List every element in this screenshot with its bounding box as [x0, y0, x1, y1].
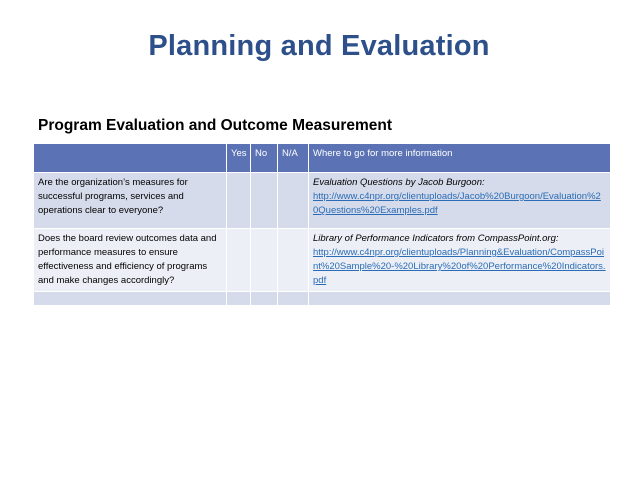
header-na: N/A [278, 144, 309, 173]
header-info: Where to go for more information [309, 144, 611, 173]
source-title: Evaluation Questions by Jacob Burgoon: [313, 177, 485, 188]
header-question [34, 144, 227, 173]
table-row [34, 173, 611, 229]
empty-cell[interactable] [278, 292, 309, 306]
section-subtitle: Program Evaluation and Outcome Measurement [38, 117, 393, 134]
evaluation-table [33, 143, 611, 306]
source-title: Library of Performance Indicators from CompassPoint.org: [313, 233, 559, 244]
header-no: No [251, 144, 278, 173]
na-cell[interactable] [278, 229, 309, 292]
empty-cell[interactable] [227, 292, 251, 306]
no-cell[interactable] [251, 229, 278, 292]
yes-cell[interactable] [227, 229, 251, 292]
info-cell [309, 229, 611, 292]
source-link[interactable]: http://www.c4npr.org/clientuploads/Jacob%20Burgoon/Evaluation%20Questions%20Examples.pdf [313, 191, 601, 216]
na-cell[interactable] [278, 173, 309, 229]
info-cell [309, 173, 611, 229]
table-row-empty [34, 292, 611, 306]
empty-cell[interactable] [251, 292, 278, 306]
yes-cell[interactable] [227, 173, 251, 229]
source-link[interactable]: http://www.c4npr.org/clientuploads/Planning&Evaluation/CompassPoint%20Sample%20-%20Library%20of%20Performance%20Indicators.pdf [313, 247, 606, 286]
no-cell[interactable] [251, 173, 278, 229]
slide-title: Planning and Evaluation [148, 30, 490, 62]
empty-cell [309, 292, 611, 306]
header-yes: Yes [227, 144, 251, 173]
table-row [34, 229, 611, 292]
empty-cell [34, 292, 227, 306]
question-cell: Does the board review outcomes data and performance measures to ensure effectiveness and efficiency of programs and make changes accordingly? [34, 229, 227, 292]
table-header-row [34, 144, 611, 173]
question-cell: Are the organization’s measures for successful programs, services and operations clear to everyone? [34, 173, 227, 229]
